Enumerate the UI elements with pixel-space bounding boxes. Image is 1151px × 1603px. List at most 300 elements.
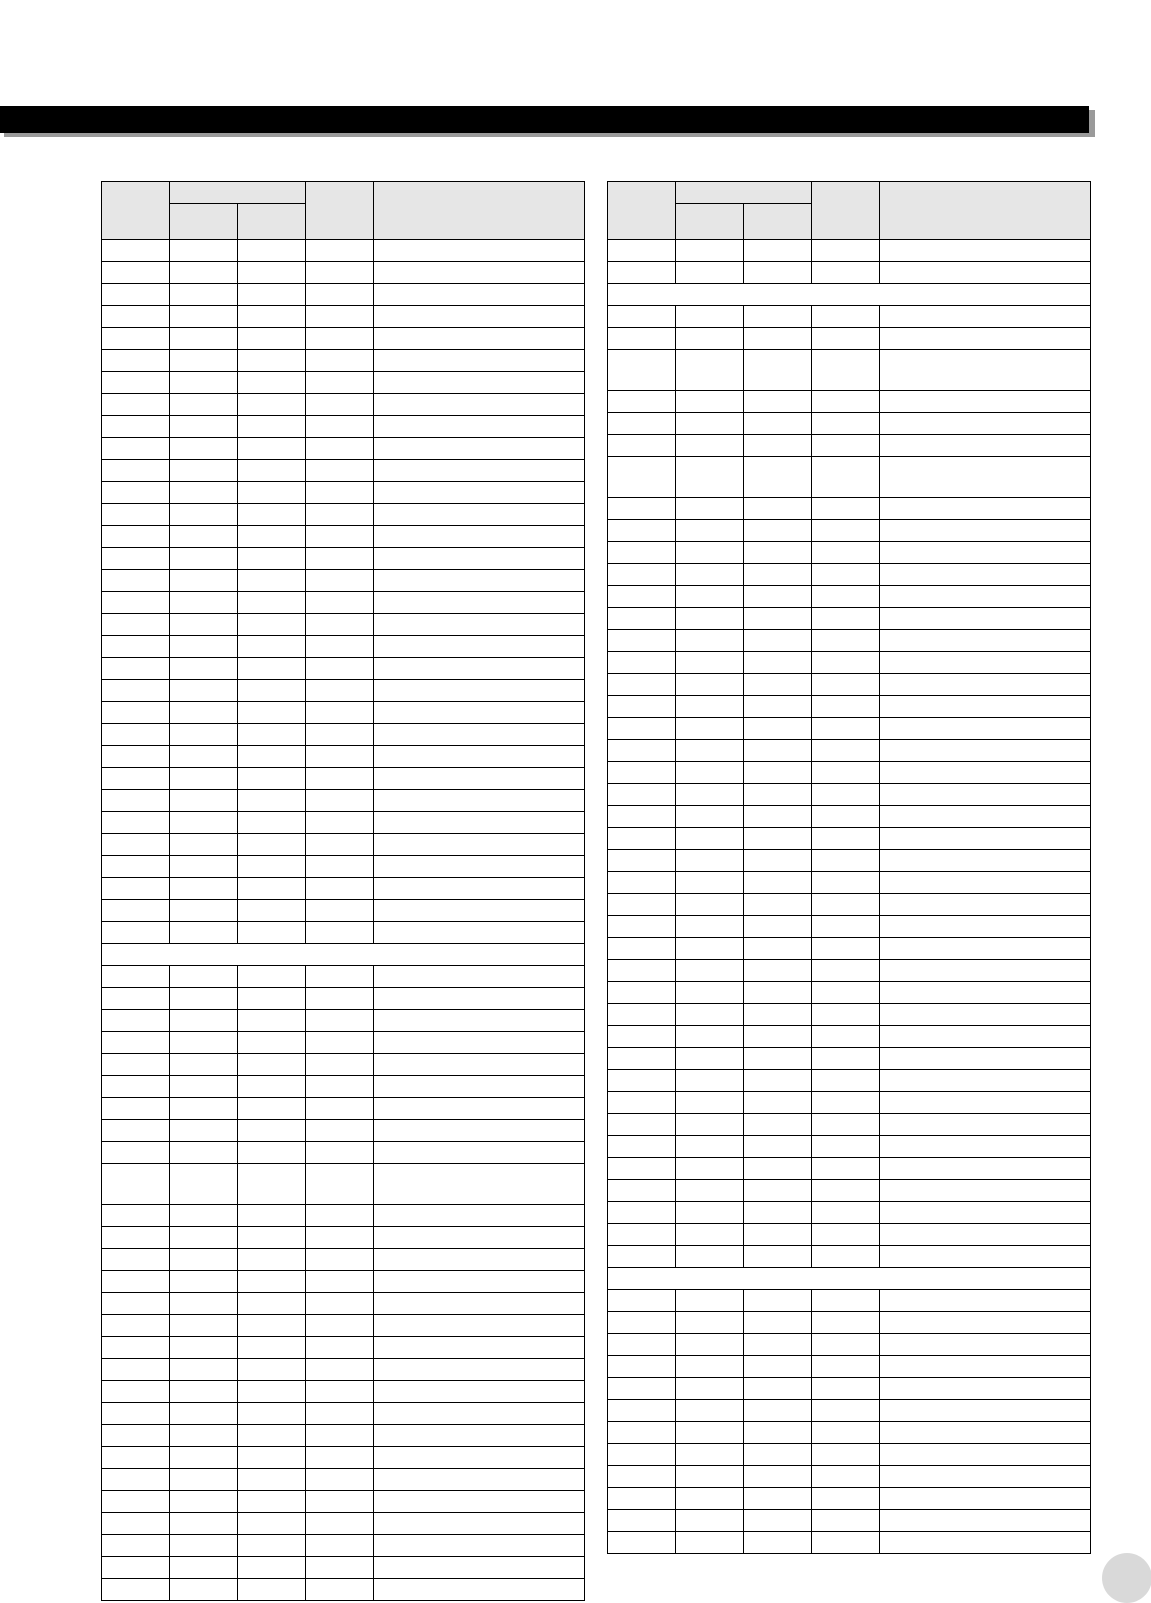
table-cell — [676, 1488, 744, 1510]
table-cell — [102, 1205, 170, 1227]
table-cell — [880, 435, 1091, 457]
table-cell — [608, 1202, 676, 1224]
table-cell — [812, 1026, 880, 1048]
table-cell — [812, 1114, 880, 1136]
table-cell — [744, 1070, 812, 1092]
table-cell — [306, 658, 374, 680]
table-cell — [238, 1054, 306, 1076]
table-cell — [102, 1142, 170, 1164]
table-cell — [238, 834, 306, 856]
table-cell — [102, 372, 170, 394]
table-cell — [238, 1359, 306, 1381]
table-row — [608, 1092, 1091, 1114]
table-cell — [880, 872, 1091, 894]
table-cell — [676, 806, 744, 828]
table-cell — [102, 1164, 170, 1205]
table-cell — [374, 1579, 585, 1601]
table-cell — [170, 966, 238, 988]
table-row — [102, 746, 585, 768]
table-cell — [880, 1444, 1091, 1466]
table-cell — [676, 894, 744, 916]
table-cell — [238, 966, 306, 988]
table-cell — [238, 240, 306, 262]
table-cell — [238, 702, 306, 724]
table-cell — [374, 1491, 585, 1513]
table-cell — [170, 1469, 238, 1491]
table-row — [608, 240, 1091, 262]
table-row — [608, 350, 1091, 391]
table-cell — [812, 828, 880, 850]
table-cell — [374, 504, 585, 526]
table-cell — [374, 1142, 585, 1164]
section-row — [102, 944, 585, 966]
table-cell — [676, 1312, 744, 1334]
table-cell — [608, 938, 676, 960]
table-cell — [374, 746, 585, 768]
table-cell — [170, 1491, 238, 1513]
table-cell — [170, 746, 238, 768]
table-cell — [744, 894, 812, 916]
table-cell — [812, 1048, 880, 1070]
table-row — [102, 394, 585, 416]
table-cell — [238, 790, 306, 812]
table-cell — [170, 1293, 238, 1315]
header-cell-5 — [374, 182, 585, 240]
header-cell-4 — [306, 182, 374, 240]
table-row — [608, 1378, 1091, 1400]
table-cell — [238, 768, 306, 790]
table-cell — [608, 1466, 676, 1488]
table-cell — [608, 350, 676, 391]
table-cell — [608, 1180, 676, 1202]
table-cell — [374, 1337, 585, 1359]
table-row — [102, 900, 585, 922]
table-cell — [812, 1180, 880, 1202]
table-cell — [170, 1557, 238, 1579]
table-cell — [170, 1315, 238, 1337]
table-row — [102, 1337, 585, 1359]
table-cell — [102, 1076, 170, 1098]
table-cell — [170, 1120, 238, 1142]
table-cell — [374, 922, 585, 944]
table-cell — [744, 586, 812, 608]
table-cell — [608, 762, 676, 784]
table-cell — [306, 1249, 374, 1271]
table-cell — [608, 1378, 676, 1400]
table-row — [608, 1466, 1091, 1488]
table-cell — [880, 1246, 1091, 1268]
table-cell — [102, 1098, 170, 1120]
table-cell — [608, 1290, 676, 1312]
table-cell — [170, 570, 238, 592]
table-row — [102, 1205, 585, 1227]
table-cell — [676, 1510, 744, 1532]
table-cell — [880, 1510, 1091, 1532]
table-cell — [608, 1026, 676, 1048]
table-cell — [238, 328, 306, 350]
table-cell — [744, 828, 812, 850]
table-row — [102, 1579, 585, 1601]
table-cell — [306, 1054, 374, 1076]
table-row — [102, 922, 585, 944]
table-row — [608, 262, 1091, 284]
table-cell — [744, 674, 812, 696]
table-row — [608, 784, 1091, 806]
table-cell — [676, 1026, 744, 1048]
table-cell — [744, 762, 812, 784]
table-row — [608, 1356, 1091, 1378]
table-cell — [812, 718, 880, 740]
table-cell — [102, 922, 170, 944]
table-cell — [744, 457, 812, 498]
table-cell — [170, 856, 238, 878]
table-cell — [306, 1535, 374, 1557]
table-cell — [102, 1249, 170, 1271]
header-cell-group — [676, 182, 812, 204]
table-cell — [676, 564, 744, 586]
table-cell — [608, 262, 676, 284]
table-row — [102, 1381, 585, 1403]
table-cell — [238, 1315, 306, 1337]
table-row — [608, 586, 1091, 608]
table-row — [102, 658, 585, 680]
table-cell — [102, 1403, 170, 1425]
table-cell — [374, 306, 585, 328]
table-cell — [812, 413, 880, 435]
table-cell — [608, 1246, 676, 1268]
table-cell — [676, 1378, 744, 1400]
table-cell — [238, 922, 306, 944]
table-cell — [238, 680, 306, 702]
table-cell — [102, 768, 170, 790]
table-cell — [880, 718, 1091, 740]
table-cell — [306, 592, 374, 614]
table-cell — [744, 1136, 812, 1158]
table-cell — [880, 1070, 1091, 1092]
table-cell — [306, 1491, 374, 1513]
table-cell — [170, 834, 238, 856]
table-cell — [812, 1290, 880, 1312]
table-cell — [374, 1010, 585, 1032]
table-row — [102, 724, 585, 746]
table-cell — [744, 306, 812, 328]
table-cell — [812, 894, 880, 916]
table-cell — [812, 630, 880, 652]
table-cell — [812, 1202, 880, 1224]
table-cell — [102, 614, 170, 636]
table-cell — [880, 457, 1091, 498]
table-cell — [170, 680, 238, 702]
table-cell — [238, 284, 306, 306]
table-row — [102, 1491, 585, 1513]
table-row — [608, 916, 1091, 938]
header-cell-1 — [608, 182, 676, 240]
table-cell — [812, 498, 880, 520]
table-cell — [102, 416, 170, 438]
table-cell — [170, 1513, 238, 1535]
table-cell — [744, 1048, 812, 1070]
table-cell — [812, 1136, 880, 1158]
table-cell — [170, 1054, 238, 1076]
table-cell — [306, 504, 374, 526]
table-row — [608, 1334, 1091, 1356]
table-cell — [744, 1400, 812, 1422]
table-cell — [238, 1120, 306, 1142]
table-cell — [374, 438, 585, 460]
table-row — [608, 1004, 1091, 1026]
table-cell — [744, 916, 812, 938]
table-cell — [812, 1004, 880, 1026]
table-cell — [102, 570, 170, 592]
table-row — [102, 856, 585, 878]
table-row — [102, 1227, 585, 1249]
table-cell — [102, 1054, 170, 1076]
table-cell — [744, 262, 812, 284]
table-cell — [744, 1290, 812, 1312]
table-cell — [880, 328, 1091, 350]
table-cell — [374, 1098, 585, 1120]
table-cell — [238, 1447, 306, 1469]
table-cell — [102, 592, 170, 614]
table-row — [608, 608, 1091, 630]
table-cell — [238, 504, 306, 526]
table-cell — [374, 1359, 585, 1381]
table-row — [608, 435, 1091, 457]
table-row — [608, 850, 1091, 872]
table-cell — [608, 718, 676, 740]
table-cell — [238, 1491, 306, 1513]
table-cell — [374, 768, 585, 790]
table-cell — [170, 1164, 238, 1205]
table-cell — [374, 702, 585, 724]
table-row — [102, 1010, 585, 1032]
table-row — [102, 702, 585, 724]
table-cell — [238, 1557, 306, 1579]
table-cell — [744, 850, 812, 872]
table-cell — [170, 922, 238, 944]
table-cell — [880, 696, 1091, 718]
table-cell — [374, 636, 585, 658]
table-cell — [238, 438, 306, 460]
table-cell — [238, 1293, 306, 1315]
table-cell — [374, 1535, 585, 1557]
table-cell — [608, 457, 676, 498]
table-cell — [306, 1098, 374, 1120]
table-cell — [880, 630, 1091, 652]
section-row — [608, 284, 1091, 306]
table-cell — [880, 1004, 1091, 1026]
table-cell — [170, 1425, 238, 1447]
table-cell — [374, 548, 585, 570]
table-cell — [812, 586, 880, 608]
table-cell — [812, 1444, 880, 1466]
table-cell — [238, 1142, 306, 1164]
table-cell — [102, 1227, 170, 1249]
table-cell — [306, 438, 374, 460]
table-cell — [744, 1532, 812, 1554]
table-cell — [102, 1535, 170, 1557]
table-cell — [676, 1356, 744, 1378]
table-row — [102, 504, 585, 526]
table-cell — [170, 1337, 238, 1359]
table-cell — [306, 1469, 374, 1491]
table-row — [608, 1312, 1091, 1334]
table-cell — [676, 1444, 744, 1466]
table-cell — [238, 1535, 306, 1557]
table-cell — [238, 1249, 306, 1271]
table-cell — [374, 240, 585, 262]
table-row — [608, 1246, 1091, 1268]
table-cell — [374, 1513, 585, 1535]
table-cell — [170, 1381, 238, 1403]
table-cell — [238, 724, 306, 746]
table-cell — [676, 413, 744, 435]
table-row — [608, 1444, 1091, 1466]
table-cell — [744, 1444, 812, 1466]
table-row — [608, 1070, 1091, 1092]
table-cell — [608, 413, 676, 435]
table-cell — [744, 564, 812, 586]
table-cell — [238, 482, 306, 504]
table-cell — [238, 1469, 306, 1491]
table-cell — [676, 520, 744, 542]
table-row — [608, 1158, 1091, 1180]
table-cell — [880, 762, 1091, 784]
table-cell — [676, 240, 744, 262]
table-cell — [374, 1205, 585, 1227]
table-row — [608, 1180, 1091, 1202]
table-cell — [744, 1378, 812, 1400]
table-cell — [676, 350, 744, 391]
table-cell — [676, 1290, 744, 1312]
table-row — [102, 1557, 585, 1579]
table-cell — [170, 900, 238, 922]
table-cell — [238, 592, 306, 614]
table-cell — [608, 982, 676, 1004]
table-cell — [880, 608, 1091, 630]
table-cell — [676, 1092, 744, 1114]
left-voice-table — [101, 181, 585, 1601]
table-cell — [170, 1271, 238, 1293]
table-cell — [306, 460, 374, 482]
table-cell — [374, 262, 585, 284]
table-cell — [676, 674, 744, 696]
table-cell — [306, 526, 374, 548]
table-cell — [676, 740, 744, 762]
table-cell — [608, 828, 676, 850]
table-row — [608, 1290, 1091, 1312]
table-cell — [102, 1010, 170, 1032]
table-cell — [170, 658, 238, 680]
table-cell — [306, 966, 374, 988]
table-cell — [608, 652, 676, 674]
table-cell — [102, 1557, 170, 1579]
table-cell — [306, 548, 374, 570]
table-cell — [238, 1381, 306, 1403]
table-cell — [306, 262, 374, 284]
section-cell — [608, 284, 1091, 306]
table-cell — [170, 1032, 238, 1054]
table-row — [102, 1447, 585, 1469]
table-cell — [812, 674, 880, 696]
header-cell-5 — [880, 182, 1091, 240]
table-row — [608, 960, 1091, 982]
table-cell — [744, 1092, 812, 1114]
table-cell — [676, 1422, 744, 1444]
table-row — [102, 1535, 585, 1557]
table-cell — [306, 856, 374, 878]
header-bar — [0, 106, 1089, 133]
table-cell — [170, 1579, 238, 1601]
table-cell — [880, 1092, 1091, 1114]
table-cell — [812, 1488, 880, 1510]
section-row — [608, 1268, 1091, 1290]
table-row — [102, 768, 585, 790]
table-cell — [744, 1180, 812, 1202]
table-row — [102, 328, 585, 350]
table-row — [102, 460, 585, 482]
table-row — [102, 592, 585, 614]
table-cell — [102, 856, 170, 878]
page-number-circle — [1102, 1553, 1151, 1603]
table-cell — [812, 240, 880, 262]
table-cell — [306, 1447, 374, 1469]
table-cell — [812, 1334, 880, 1356]
table-cell — [608, 1488, 676, 1510]
header-cell-4 — [812, 182, 880, 240]
table-cell — [102, 966, 170, 988]
table-cell — [238, 878, 306, 900]
table-cell — [374, 1032, 585, 1054]
table-row — [102, 482, 585, 504]
table-cell — [608, 1114, 676, 1136]
table-cell — [306, 724, 374, 746]
table-row — [608, 652, 1091, 674]
table-cell — [102, 1315, 170, 1337]
table-cell — [238, 306, 306, 328]
table-cell — [744, 1202, 812, 1224]
table-cell — [744, 350, 812, 391]
table-cell — [374, 658, 585, 680]
table-cell — [608, 1158, 676, 1180]
table-cell — [880, 916, 1091, 938]
table-cell — [880, 1224, 1091, 1246]
table-cell — [374, 1447, 585, 1469]
table-row — [102, 790, 585, 812]
table-row — [102, 1164, 585, 1205]
table-row — [102, 812, 585, 834]
table-cell — [812, 1532, 880, 1554]
table-cell — [374, 1315, 585, 1337]
table-row — [608, 696, 1091, 718]
table-cell — [238, 1271, 306, 1293]
table-cell — [880, 652, 1091, 674]
table-cell — [102, 1469, 170, 1491]
table-row — [608, 1488, 1091, 1510]
table-cell — [880, 1466, 1091, 1488]
table-cell — [374, 372, 585, 394]
table-cell — [238, 856, 306, 878]
header-subcell-3 — [238, 204, 306, 240]
table-cell — [812, 1092, 880, 1114]
table-cell — [812, 520, 880, 542]
table-cell — [676, 696, 744, 718]
table-cell — [102, 790, 170, 812]
table-cell — [608, 1422, 676, 1444]
table-row — [102, 878, 585, 900]
table-cell — [880, 240, 1091, 262]
table-cell — [744, 413, 812, 435]
